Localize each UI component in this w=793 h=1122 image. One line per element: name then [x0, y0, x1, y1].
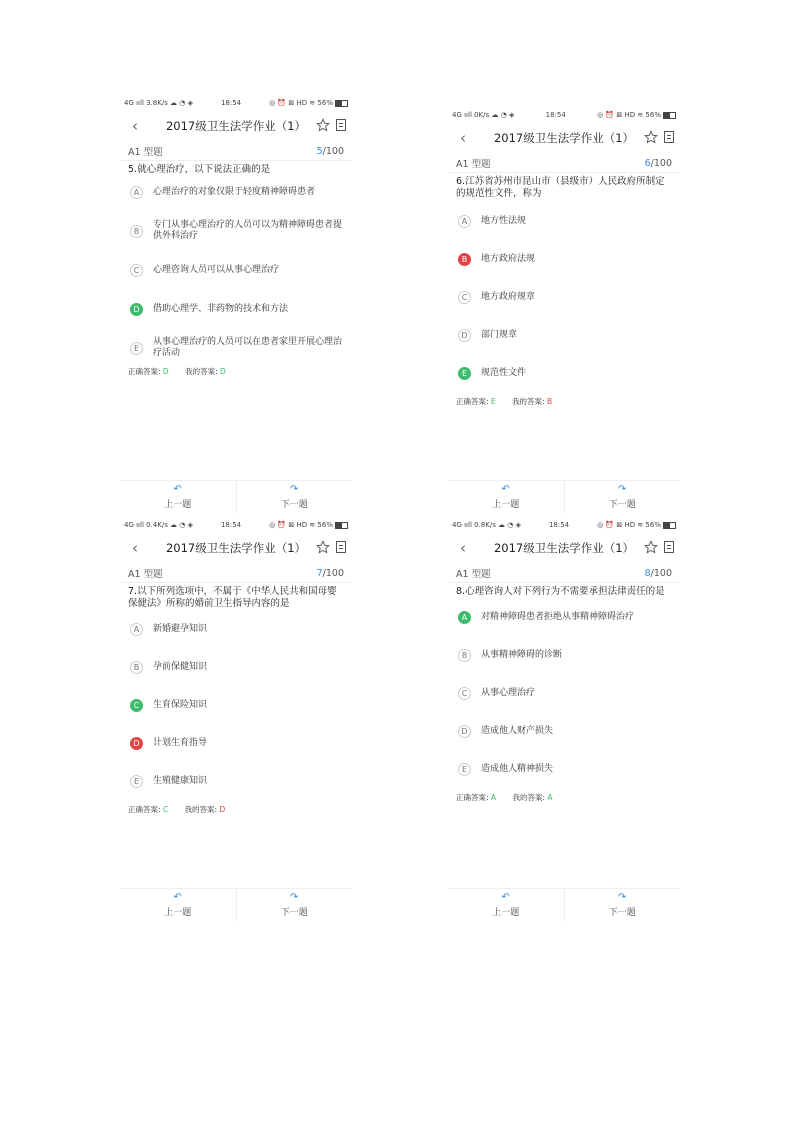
option-letter: A	[458, 611, 471, 624]
option-letter: A	[130, 186, 143, 199]
option-letter: A	[130, 623, 143, 636]
status-bar	[448, 108, 680, 122]
next-label: 下一题	[608, 907, 636, 918]
option-a[interactable]	[120, 610, 352, 648]
question-type-bar	[448, 564, 680, 583]
bottom-nav	[448, 888, 680, 921]
prev-arrow-icon: ↶	[173, 483, 182, 495]
question-progress	[317, 146, 344, 157]
option-e[interactable]	[448, 750, 680, 788]
phone-screen-q6	[448, 108, 680, 512]
option-e[interactable]	[120, 334, 352, 362]
status-left: 4G ııll 0.4K/s ☁ ◔ ◈	[124, 521, 194, 529]
title-bar	[448, 532, 680, 564]
correct-label: 正确答案:	[128, 367, 161, 376]
answer-sheet-icon[interactable]	[336, 119, 346, 131]
option-letter: E	[130, 342, 143, 355]
status-bar	[448, 518, 680, 532]
prev-label: 上一题	[492, 499, 520, 510]
back-icon[interactable]: ‹	[460, 129, 466, 147]
correct-answer: E	[490, 397, 496, 406]
option-b[interactable]	[120, 206, 352, 256]
battery-icon	[335, 522, 348, 529]
option-a[interactable]	[448, 598, 680, 636]
option-text: 孕前保健知识	[153, 661, 208, 672]
option-letter: E	[458, 367, 471, 380]
next-label: 下一题	[608, 499, 636, 510]
option-text: 专门从事心理治疗的人员可以为精神障碍患者提供外科治疗	[153, 220, 343, 241]
option-c[interactable]	[448, 278, 680, 316]
next-question-button[interactable]	[236, 481, 353, 513]
star-icon[interactable]	[316, 118, 330, 132]
option-text: 心理治疗的对象仅限于轻度精神障碍患者	[153, 186, 316, 197]
option-text: 新婚避孕知识	[153, 623, 208, 634]
prev-label: 上一题	[164, 907, 192, 918]
question-text: 5.就心理治疗，以下说法正确的是	[128, 164, 271, 175]
option-letter: B	[130, 661, 143, 674]
mine-label: 我的答案:	[512, 793, 545, 802]
prev-arrow-icon: ↶	[501, 891, 510, 903]
prev-question-button[interactable]	[120, 481, 236, 513]
next-label: 下一题	[280, 907, 308, 918]
phone-screen-q8	[448, 518, 680, 924]
next-question-button[interactable]	[564, 481, 681, 513]
prev-label: 上一题	[492, 907, 520, 918]
option-c[interactable]	[120, 256, 352, 284]
next-arrow-icon: ↷	[290, 483, 299, 495]
option-text: 地方政府法规	[481, 253, 536, 264]
option-letter: D	[130, 737, 143, 750]
option-c[interactable]	[448, 674, 680, 712]
answer-summary	[120, 362, 352, 381]
correct-answer: D	[162, 367, 169, 376]
star-icon[interactable]	[316, 540, 330, 554]
next-arrow-icon: ↷	[618, 483, 627, 495]
answer-sheet-icon[interactable]	[664, 131, 674, 143]
progress-total: /100	[322, 145, 344, 157]
option-c[interactable]	[120, 686, 352, 724]
next-arrow-icon: ↷	[290, 891, 299, 903]
option-d[interactable]	[448, 316, 680, 354]
question-progress	[317, 568, 344, 579]
mine-label: 我的答案:	[185, 367, 218, 376]
progress-total: /100	[650, 567, 672, 579]
status-right: ◎ ⏰ ⊠ HD ≋ 56%	[597, 521, 661, 529]
next-label: 下一题	[280, 499, 308, 510]
option-letter: B	[130, 225, 143, 238]
progress-total: /100	[322, 567, 344, 579]
question-type-bar	[120, 564, 352, 583]
option-text: 造成他人财产损失	[481, 725, 554, 736]
answer-sheet-icon[interactable]	[336, 541, 346, 553]
status-time: 18:54	[548, 521, 570, 529]
status-right: ◎ ⏰ ⊠ HD ≋ 56%	[597, 111, 661, 119]
option-text: 对精神障碍患者拒绝从事精神障碍治疗	[481, 611, 635, 622]
status-left: 4G ııll 0.8K/s ☁ ◔ ◈	[452, 521, 522, 529]
answer-summary	[120, 800, 352, 819]
option-letter: A	[458, 215, 471, 228]
option-b[interactable]	[120, 648, 352, 686]
status-right: ◎ ⏰ ⊠ HD ≋ 56%	[269, 521, 333, 529]
option-d[interactable]	[448, 712, 680, 750]
status-left: 4G ııll 3.8K/s ☁ ◔ ◈	[124, 99, 194, 107]
answer-sheet-icon[interactable]	[664, 541, 674, 553]
star-icon[interactable]	[644, 130, 658, 144]
status-time: 18:54	[545, 111, 566, 119]
option-letter: E	[458, 763, 471, 776]
status-time: 18:54	[220, 99, 242, 107]
phone-screen-q5	[120, 96, 352, 512]
title-bar	[120, 110, 352, 142]
page-title: 2017级卫生法学作业（1）	[165, 541, 307, 555]
my-answer: A	[547, 793, 553, 802]
option-text: 从事心理治疗	[481, 687, 536, 698]
page-title: 2017级卫生法学作业（1）	[165, 119, 307, 133]
question-type: A1 型题	[128, 569, 163, 580]
option-letter: C	[458, 687, 471, 700]
status-bar	[120, 518, 352, 532]
option-text: 心理咨询人员可以从事心理治疗	[153, 264, 280, 275]
option-text: 生殖健康知识	[153, 775, 208, 786]
back-icon[interactable]: ‹	[460, 539, 466, 557]
prev-question-button[interactable]	[448, 481, 564, 513]
correct-answer: C	[162, 805, 169, 814]
my-answer: D	[220, 367, 226, 376]
bottom-nav	[120, 888, 352, 921]
status-bar	[120, 96, 352, 110]
option-b[interactable]	[448, 636, 680, 674]
option-letter: E	[130, 775, 143, 788]
bottom-nav	[120, 480, 352, 513]
correct-label: 正确答案:	[128, 805, 161, 814]
correct-label: 正确答案:	[456, 397, 489, 406]
page-title: 2017级卫生法学作业（1）	[493, 131, 635, 145]
option-e[interactable]	[120, 762, 352, 800]
status-right: ◎ ⏰ ⊠ HD ≋ 56%	[269, 99, 333, 107]
question-type: A1 型题	[456, 159, 491, 170]
option-text: 造成他人精神损失	[481, 763, 554, 774]
progress-current: 7	[316, 567, 323, 579]
option-text: 规范性文件	[481, 367, 527, 378]
mine-label: 我的答案:	[512, 397, 545, 406]
option-b[interactable]	[448, 240, 680, 278]
option-text: 从事精神障碍的诊断	[481, 649, 563, 660]
question-type: A1 型题	[128, 147, 163, 158]
option-text: 借助心理学、非药物的技术和方法	[153, 303, 289, 314]
prev-question-button[interactable]	[120, 889, 236, 921]
question-text: 6.江苏省苏州市昆山市（县级市）人民政府所制定的规范性文件，称为	[456, 176, 665, 199]
option-letter: B	[458, 253, 471, 266]
battery-icon	[663, 522, 676, 529]
title-bar	[448, 122, 680, 154]
option-text: 地方性法规	[481, 215, 527, 226]
option-letter: D	[458, 329, 471, 342]
progress-current: 5	[316, 145, 323, 157]
prev-arrow-icon: ↶	[173, 891, 182, 903]
next-question-button[interactable]	[564, 889, 681, 921]
prev-label: 上一题	[164, 499, 192, 510]
mine-label: 我的答案:	[184, 805, 218, 814]
question-type-bar	[120, 142, 352, 161]
status-left: 4G ııll 0K/s ☁ ◔ ◈	[452, 111, 515, 119]
option-a[interactable]	[120, 178, 352, 206]
progress-current: 6	[644, 157, 651, 169]
answer-summary	[448, 392, 680, 411]
option-text: 地方政府规章	[481, 291, 536, 302]
question-text: 7.以下所列选项中，不属于《中华人民共和国母婴保健法》所称的婚前卫生指导内容的是	[128, 586, 337, 609]
progress-total: /100	[650, 157, 672, 169]
question-text: 8.心理咨询人对下列行为不需要承担法律责任的是	[456, 586, 665, 597]
option-letter: C	[130, 264, 143, 277]
bottom-nav	[448, 480, 680, 513]
option-text: 从事心理治疗的人员可以在患者家里开展心理治疗活动	[153, 337, 343, 358]
option-text: 生育保险知识	[153, 699, 208, 710]
next-arrow-icon: ↷	[618, 891, 627, 903]
battery-icon	[335, 100, 348, 107]
prev-arrow-icon: ↶	[501, 483, 510, 495]
answer-summary	[448, 788, 680, 807]
star-icon[interactable]	[644, 540, 658, 554]
question-type: A1 型题	[456, 569, 491, 580]
option-d[interactable]	[120, 724, 352, 762]
question-type-bar	[448, 154, 680, 173]
back-icon[interactable]: ‹	[132, 539, 138, 557]
next-question-button[interactable]	[236, 889, 353, 921]
question-progress	[645, 158, 672, 169]
option-e[interactable]	[448, 354, 680, 392]
question-progress	[645, 568, 672, 579]
option-letter: C	[458, 291, 471, 304]
progress-current: 8	[644, 567, 651, 579]
status-time: 18:54	[220, 521, 242, 529]
page-title: 2017级卫生法学作业（1）	[493, 541, 635, 555]
battery-icon	[663, 112, 676, 119]
prev-question-button[interactable]	[448, 889, 564, 921]
option-letter: B	[458, 649, 471, 662]
title-bar	[120, 532, 352, 564]
option-d[interactable]	[120, 284, 352, 334]
my-answer: D	[219, 805, 226, 814]
option-a[interactable]	[448, 202, 680, 240]
my-answer: B	[546, 397, 553, 406]
correct-label: 正确答案:	[456, 793, 489, 802]
option-letter: D	[130, 303, 143, 316]
back-icon[interactable]: ‹	[132, 117, 138, 135]
correct-answer: A	[490, 793, 497, 802]
option-text: 部门规章	[481, 329, 518, 340]
phone-screen-q7	[120, 518, 352, 924]
option-text: 计划生育指导	[153, 737, 208, 748]
option-letter: C	[130, 699, 143, 712]
option-letter: D	[458, 725, 471, 738]
